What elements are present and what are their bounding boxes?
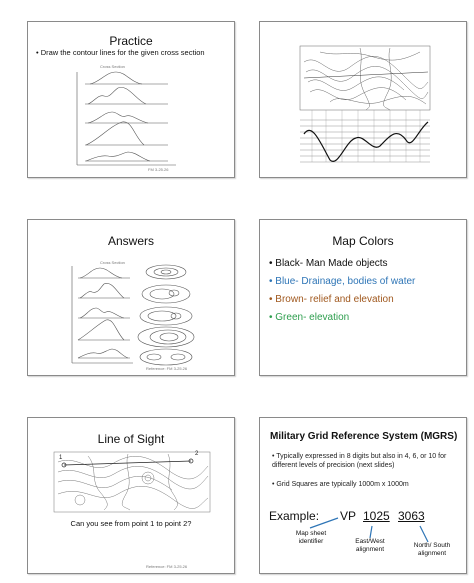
slide-title: Practice — [109, 34, 153, 48]
slide-title: Answers — [107, 234, 154, 248]
map-color-item: • Green- elevation — [269, 312, 350, 323]
answer-figure — [28, 220, 234, 375]
footnote: FM 3-25.26 — [148, 167, 169, 172]
east-west-annotation: East/West alignment — [355, 538, 385, 553]
slide-line-of-sight — [27, 417, 235, 574]
topographic-profile-figure — [260, 22, 466, 177]
slide-title: Line of Sight — [97, 432, 165, 446]
map-color-label: Green- elevation — [275, 312, 350, 323]
figure-caption: Cross Section — [100, 64, 125, 69]
cross-section-figure — [28, 22, 234, 177]
bullet-text: • Draw the contour lines for the given cross section — [36, 48, 205, 57]
slide-answers — [27, 219, 235, 376]
point-1-label: 1 — [59, 455, 63, 461]
figure-caption: Cross Section — [100, 260, 125, 265]
bullet-text: • Typically expressed in 8 digits but also in 4, 6, or 10 for different levels of precision (next slides) — [272, 453, 447, 469]
footnote: Reference: FM 3-25.26 — [146, 366, 188, 371]
line-of-sight-map — [28, 418, 234, 573]
grid-zone-text: VP — [340, 509, 357, 523]
slide-map-colors — [259, 219, 467, 376]
example-label: Example: — [269, 509, 320, 523]
point-2-label: 2 — [195, 451, 199, 457]
easting-text: 1025 — [363, 509, 390, 523]
map-color-item: • Blue- Drainage, bodies of water — [269, 276, 416, 287]
slide-mgrs — [259, 417, 467, 574]
map-color-label: Blue- Drainage, bodies of water — [275, 276, 416, 287]
map-color-label: Black- Man Made objects — [275, 258, 388, 269]
bullet-label: Typically expressed in 8 digits but also in 4, 6, or 10 for different levels of precision (next slides) — [272, 453, 447, 469]
north-south-annotation: North/ South alignment — [413, 542, 451, 557]
question-text: Can you see from point 1 to point 2? — [70, 519, 192, 528]
map-sheet-annotation: Map sheet identifier — [295, 530, 327, 545]
map-color-item: • Black- Man Made objects — [269, 258, 388, 269]
bullet-label: Grid Squares are typically 1000m x 1000m — [276, 481, 409, 488]
map-color-item: • Brown- relief and elevation — [269, 294, 394, 305]
bullet-text: • Grid Squares are typically 1000m x 1000m — [272, 481, 409, 488]
map-color-label: Brown- relief and elevation — [275, 294, 394, 305]
slide-title: Military Grid Reference System (MGRS) — [270, 431, 458, 442]
footnote: Reference: FM 3-25.26 — [146, 564, 188, 569]
bullet-label: Draw the contour lines for the given cross section — [40, 48, 205, 57]
slide-profile-map — [259, 21, 467, 178]
slide-title: Map Colors — [332, 234, 394, 248]
northing-text: 3063 — [398, 509, 425, 523]
slide-practice — [27, 21, 235, 178]
